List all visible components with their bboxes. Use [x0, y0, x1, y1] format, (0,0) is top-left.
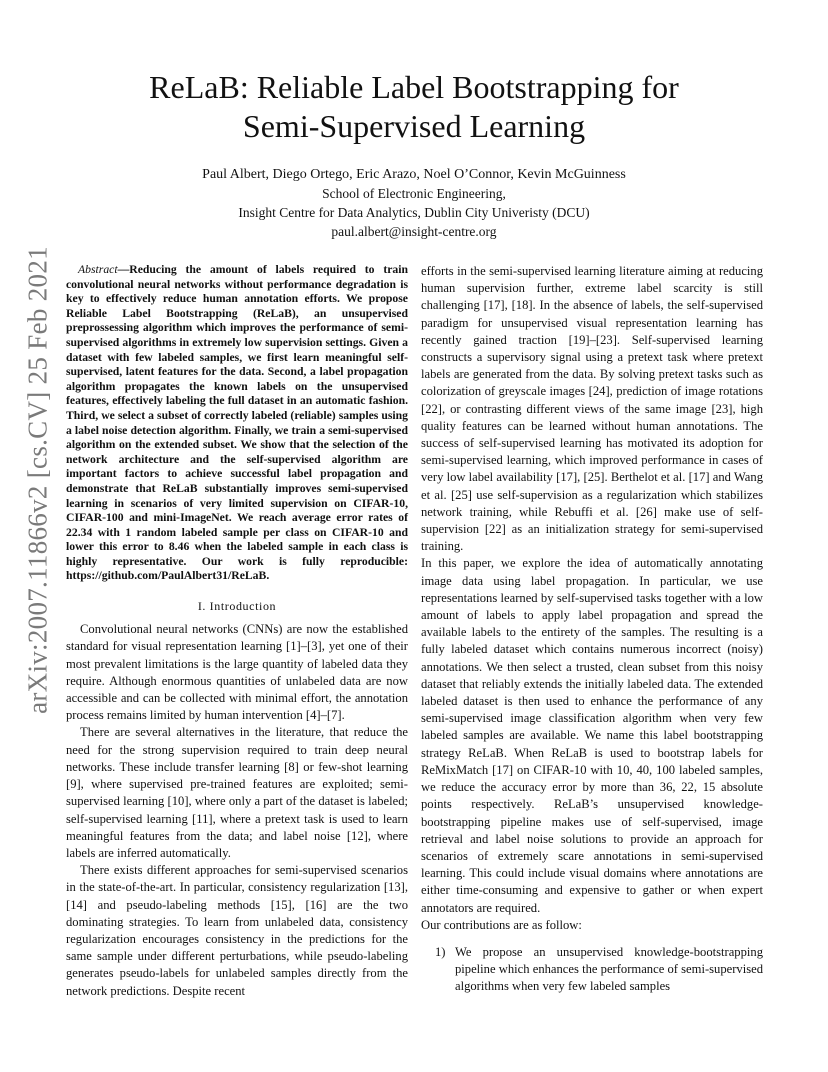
list-item	[421, 944, 763, 996]
title-line-1: ReLaB: Reliable Label Bootstrapping for	[149, 69, 679, 105]
intro-paragraph-2: There are several alternatives in the literature, that reduce the need for the strong supervision required to train deep neural networks. These include transfer learning [8] or few-shot learning [9], where supervised pre-trained features are exploited; semi-supervised learning [10], where only a part of the dataset is labeled; self-supervised learning [11], where a pretext task is used to learn meaningful features from the data; and label noise [12], where labels are inferred automatically.	[66, 725, 408, 860]
arxiv-id-text: arXiv:2007.11866v2 [cs.CV] 25 Feb 2021	[22, 246, 53, 714]
list-item-number: 1)	[435, 944, 446, 959]
author-block	[80, 165, 748, 241]
affiliation-centre: Insight Centre for Data Analytics, Dublin City Univeristy (DCU)	[238, 205, 590, 220]
left-column	[66, 263, 408, 998]
right-column	[421, 263, 763, 994]
section-heading-introduction: I. Introduction	[197, 599, 277, 614]
list-item-text: We propose an unsupervised knowledge-bootstrapping pipeline which enhances the performance of semi-supervised algorithms when very few labeled samples	[455, 944, 763, 994]
author-email: paul.albert@insight-centre.org	[331, 224, 497, 239]
intro-paragraph-4: efforts in the semi-supervised learning literature aiming at reducing human supervision further, extreme label scarcity is still challenging [17], [18]. In the absence of labels, the self-supervised paradigm for unsupervised visual representation learning has recently gained traction [19]–[23]. Self-supervised learning constructs a supervisory signal using a pretext task where pretext labels are generated from the data. By solving pretext tasks such as colorization of greyscale images [24], prediction of image rotations [22], or contrasting different views of the same image [23], high quality features can be learned without human annotations. The success of self-supervised learning has motivated its adoption for semi-supervised learning, which improved performance in cases of very low label availability [17], [25]. Berthelot et al. [17] and Wang et al. [25] use self-supervision as a regularization which stabilizes network training, while Rebuffi et al. [26] make use of self-supervision [22] as an initialization strategy for semi-supervised training.	[421, 264, 763, 554]
arxiv-identifier-sidebar	[8, 246, 68, 714]
abstract-label: Abstract	[78, 263, 118, 276]
abstract	[66, 263, 408, 584]
title-line-2: Semi-Supervised Learning	[242, 108, 586, 144]
author-names: Paul Albert, Diego Ortego, Eric Arazo, Noel O’Connor, Kevin McGuinness	[202, 167, 626, 182]
affiliation-school: School of Electronic Engineering,	[322, 186, 506, 201]
contributions-list	[421, 944, 763, 996]
intro-paragraph-1: Convolutional neural networks (CNNs) are now the established standard for visual representation learning [1]–[3], yet one of their most prevalent limitations is the large quantity of labeled data they require. Although enormous quantities of unlabeled data are now accessible and can be collected with minimal effort, the annotation process remains limited by human intervention [4]–[7].	[66, 622, 408, 723]
paper-title	[80, 68, 748, 146]
intro-paragraph-3: There exists different approaches for semi-supervised scenarios in the state-of-the-art. In particular, consistency regularization [13], [14] and pseudo-labeling methods [15], [16] are the two dominating strategies. To learn from unlabeled data, consistency regularization encourages consistency in the predictions for the same sample under different perturbations, while pseudo-labeling generates pseudo-labels for unlabeled samples directly from the network predictions. Despite recent	[66, 863, 408, 998]
contributions-lead: Our contributions are as follow:	[421, 917, 582, 932]
abstract-text: —Reducing the amount of labels required to train convolutional neural networks without performance degradation is key to effectively reduce human annotation efforts. We propose Reliable Label Bootstrapping (ReLaB), an unsupervised preprossessing algorithm which improves the performance of semi-supervised algorithms in extremely low supervision settings. Given a dataset with few labeled samples, we first learn meaningful self-supervised, latent features for the data. Second, a label propagation algorithm propagates the known labels on the unsupervised features, effectively labeling the full dataset in an automatic fashion. Third, we select a subset of correctly labeled (reliable) samples using a label noise detection algorithm. Finally, we train a semi-supervised algorithm on the extended subset. We show that the selection of the network architecture and the self-supervised algorithm are important factors to achieve successful label propagation and demonstrate that ReLaB substantially improves semi-supervised learning in scenarios of very limited supervision on CIFAR-10, CIFAR-100 and mini-ImageNet. We reach average error rates of 22.34 with 1 random labeled sample per class on CIFAR-10 and lower this error to 8.46 when the labeled sample in each class is highly representative. Our work is fully reproducible: https://github.com/PaulAlbert31/ReLaB.	[66, 263, 408, 583]
intro-paragraph-5: In this paper, we explore the idea of automatically annotating image data using label propagation. In particular, we use representations learned by self-supervised tasks together with a low amount of labels to apply label propagation and spread the available labels to the entirety of the samples. The resulting is a fully labeled dataset which contains numerous incorrect (noisy) annotations. We then select a trusted, clean subset from this noisy dataset that reliably extends the initially labeled data. The extended labeled dataset is then used to enhance the performance of any semi-supervised image classification algorithm when very few labeled samples are available. We name this label bootstrapping strategy ReLaB. When ReLaB is used to bootstrap labels for ReMixMatch [17] on CIFAR-10 with 10, 40, 100 labeled samples, we reduce the accuracy error by more than 36, 22, 15 absolute points respectively. ReLaB’s unsupervised knowledge-bootstrapping pipeline makes use of self-supervised, image retrieval and label noise solutions to provide an approach for scenarios of extremely scare annotations in semi-supervised learning. This could include visual domains where annotations are either time-consuming and expensive to gather or when expert annotators are required.	[421, 556, 763, 915]
